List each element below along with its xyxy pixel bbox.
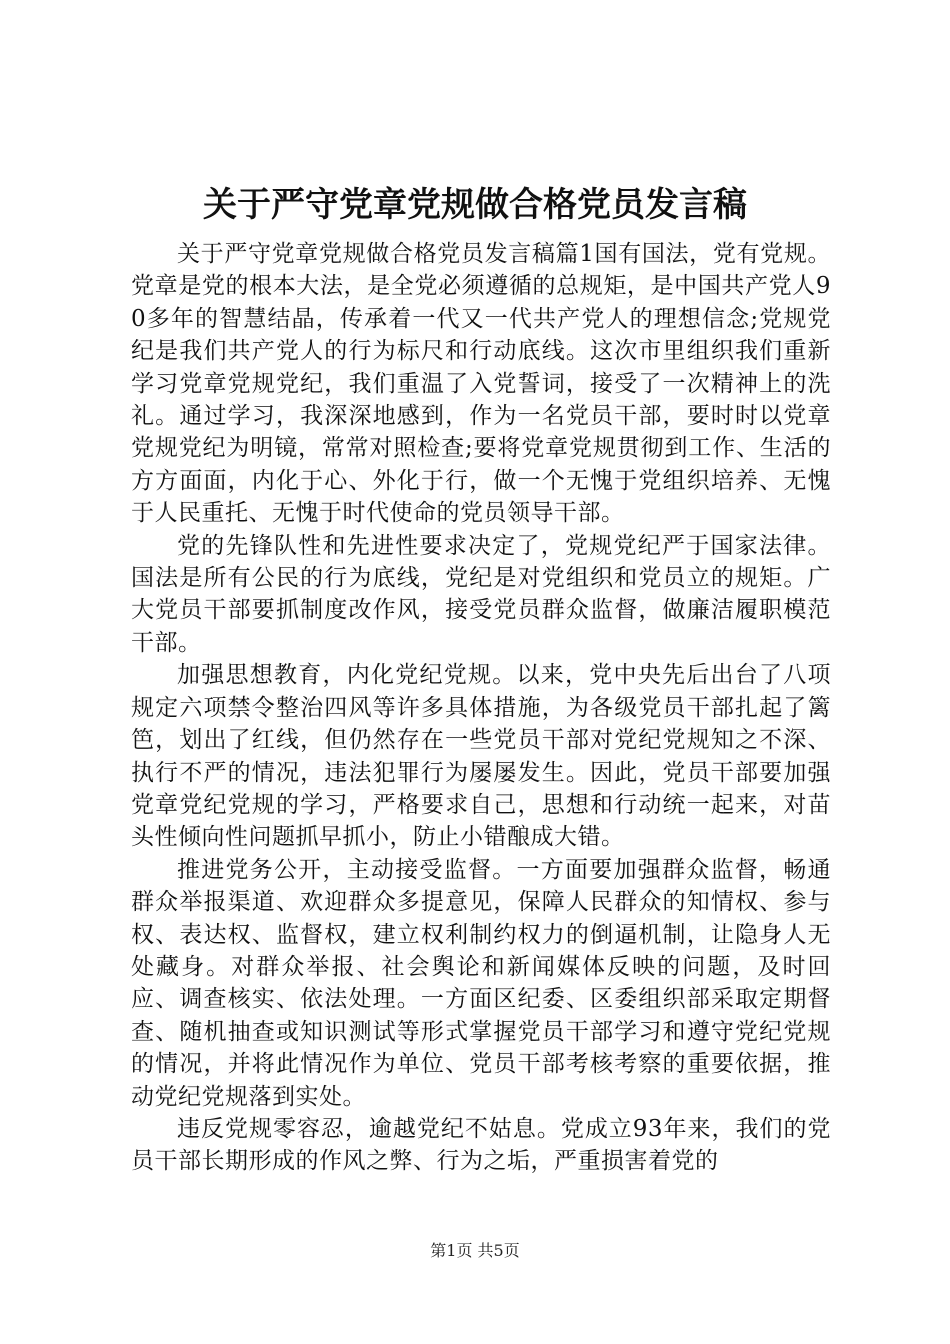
paragraph: 党的先锋队性和先进性要求决定了，党规党纪严于国家法律。国法是所有公民的行为底线，党纪是对党组织和党员立的规矩。广大党员干部要抓制度改作风，接受党员群众监督，做廉洁履职模范干部。	[131, 532, 831, 656]
paragraph: 推进党务公开，主动接受监督。一方面要加强群众监督，畅通群众举报渠道、欢迎群众多提意见，保障人民群众的知情权、参与权、表达权、监督权，建立权利制约权力的倒逼机制，让隐身人无处藏身。对群众举报、社会舆论和新闻媒体反映的问题，及时回应、调查核实、依法处理。一方面区纪委、区委组织部采取定期督查、随机抽查或知识测试等形式掌握党员干部学习和遵守党纪党规的情况，并将此情况作为单位、党员干部考核考察的重要依据，推动党纪党规落到实处。	[131, 856, 831, 1110]
paragraph: 加强思想教育，内化党纪党规。以来，党中央先后出台了八项规定六项禁令整治四风等许多具体措施，为各级党员干部扎起了篱笆，划出了红线，但仍然存在一些党员干部对党纪党规知之不深、执行不严的情况，违法犯罪行为屡屡发生。因此，党员干部要加强党章党纪党规的学习，严格要求自己，思想和行动统一起来，对苗头性倾向性问题抓早抓小，防止小错酿成大错。	[131, 662, 831, 851]
document-body	[131, 238, 831, 1178]
page-number-footer: 第1页 共5页	[430, 1241, 520, 1260]
paragraph: 违反党规零容忍，逾越党纪不姑息。党成立93年来，我们的党员干部长期形成的作风之弊、行为之垢，严重损害着党的	[131, 1115, 831, 1175]
document-title: 关于严守党章党规做合格党员发言稿	[203, 185, 747, 225]
paragraph: 关于严守党章党规做合格党员发言稿篇1国有国法，党有党规。党章是党的根本大法，是全党必须遵循的总规矩，是中国共产党人90多年的智慧结晶，传承着一代又一代共产党人的理想信念;党规党纪是我们共产党人的行为标尺和行动底线。这次市里组织我们重新学习党章党规党纪，我们重温了入党誓词，接受了一次精神上的洗礼。通过学习，我深深地感到，作为一名党员干部，要时时以党章党规党纪为明镜，常常对照检查;要将党章党规贯彻到工作、生活的方方面面，内化于心、外化于行，做一个无愧于党组织培养、无愧于人民重托、无愧于时代使命的党员领导干部。	[131, 241, 831, 527]
